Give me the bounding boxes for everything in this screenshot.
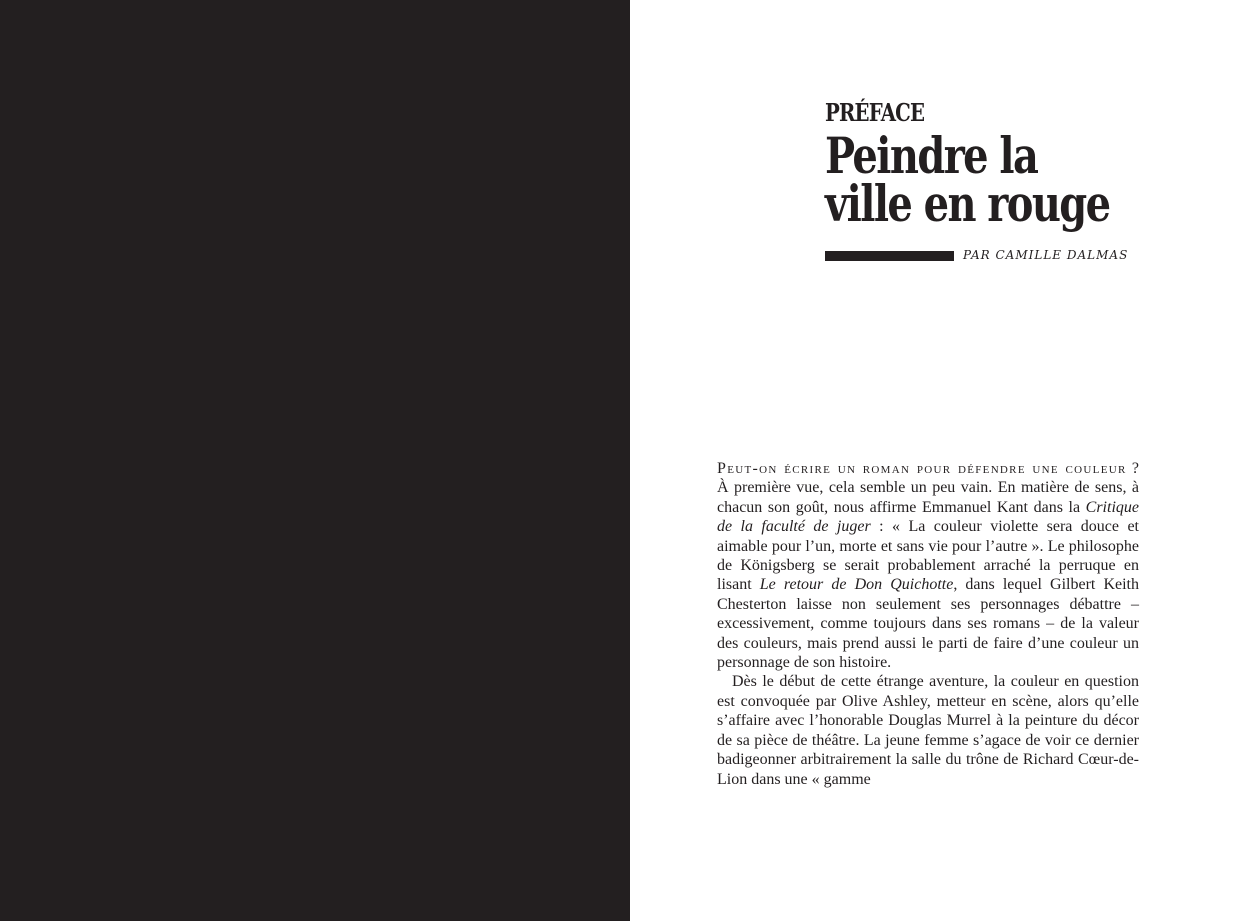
paragraph-1-segment-4: : « La couleur violette sera douce et aimable pour l’un, morte et sans vie pour l’autre ». Le philosophe de Königsberg se serait probablement arraché la perruque en lisant xyxy=(717,518,1139,594)
author-byline: PAR CAMILLE DALMAS xyxy=(963,248,1129,262)
paragraph-1 xyxy=(717,459,1139,672)
paragraph-1-segment-3: Critique de la faculté de juger xyxy=(717,498,1139,536)
paragraph-1-segment-6: , dans lequel Gilbert Keith Chesterton laisse non seulement ses personnages débattre – excessivement, comme toujours dans ses romans – de la valeur des couleurs, mais prend aussi le parti de faire d’une couleur un personnage de son histoire. xyxy=(717,576,1139,672)
body-text xyxy=(717,459,1139,789)
paragraph-1-segment-2: ? À première vue, cela semble un peu vain. En matière de sens, à chacun son goût, nous affirme Emmanuel Kant dans la xyxy=(717,460,1139,516)
right-page xyxy=(630,0,1260,921)
paragraph-1-segment-5: Le retour de Don Quichotte xyxy=(759,576,954,594)
chapter-title: Peindre la ville en rouge xyxy=(825,126,1110,233)
title-rule xyxy=(825,251,954,261)
paragraph-2 xyxy=(717,672,1139,788)
preface-label: PRÉFACE xyxy=(825,98,925,127)
paragraph-2-segment-1: Dès le début de cette étrange aventure, la couleur en question est convoquée par Olive Ashley, metteur en scène, alors qu’elle s’affaire avec l’honorable Douglas Murrel à la peinture du décor de sa pièce de théâtre. La jeune femme s’agace de voir ce dernier badigeonner arbitrairement la salle du trône de Richard Cœur-de-Lion dans une « gamme xyxy=(717,673,1139,788)
paragraph-1-segment-1: Peut-on écrire un roman pour défendre une couleur xyxy=(717,460,1127,477)
